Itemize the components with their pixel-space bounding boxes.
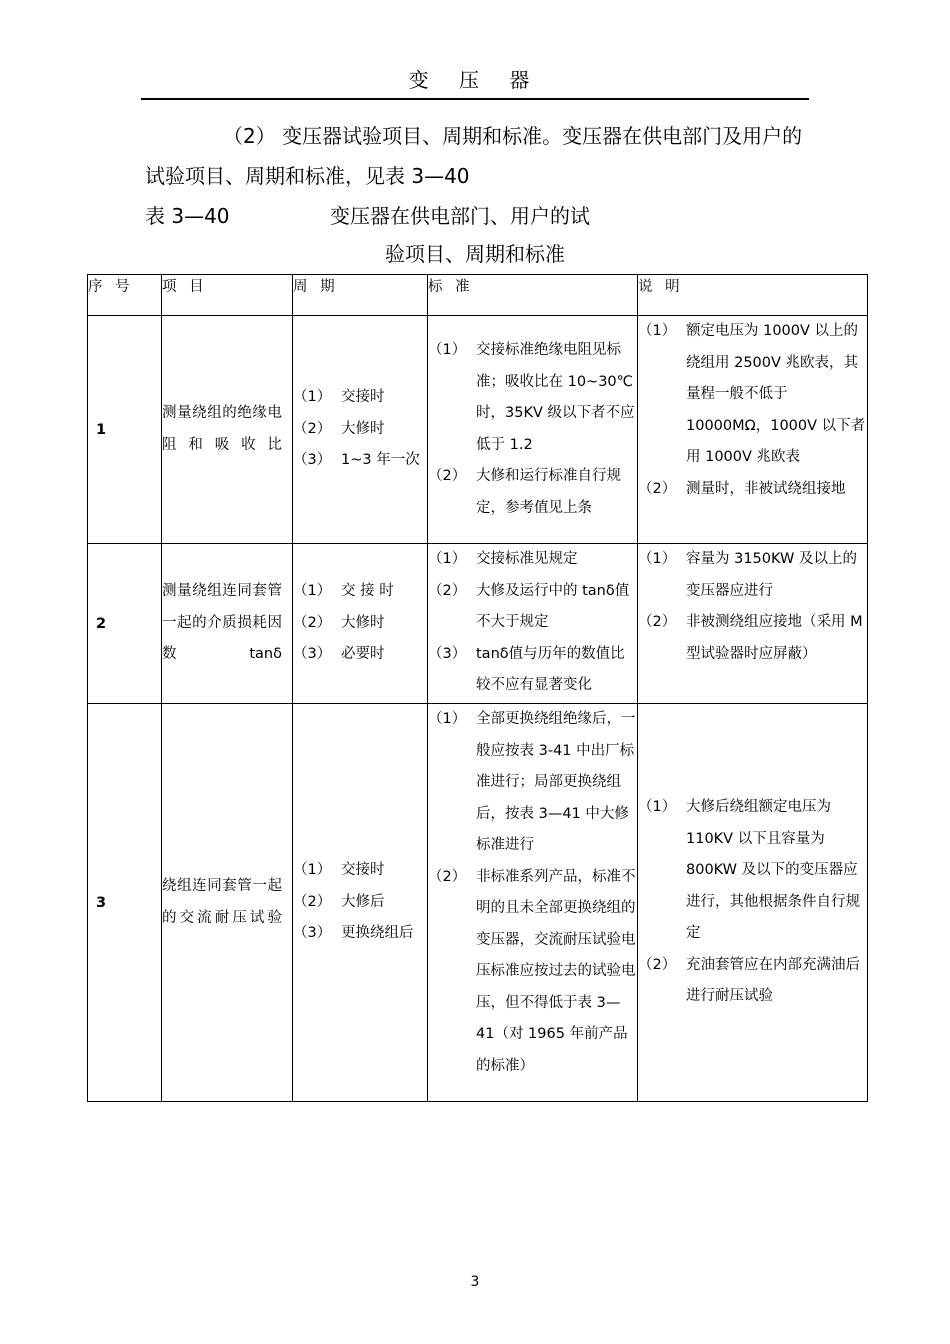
intro-paragraph: （2） 变压器试验项目、周期和标准。变压器在供电部门及用户的试验项目、周期和标准，见表 3—40 xyxy=(145,124,803,188)
standard-entry xyxy=(428,576,637,639)
standard-entry-text: 交接标准绝缘电阻见标准；吸收比在 10~30℃时，35KV 级以下者不应低于 1.2 xyxy=(476,342,635,453)
header-cell-note: 说 明 xyxy=(638,275,868,316)
period-entry xyxy=(293,576,427,608)
test-item-text: 测量绕组连同套管一起的介质损耗因数 tanδ xyxy=(162,583,282,663)
test-item xyxy=(162,544,293,704)
period-entry-text: 大修时 xyxy=(341,614,385,631)
header-divider xyxy=(141,98,809,100)
test-standards-table xyxy=(87,274,868,1102)
note-entry xyxy=(638,607,867,670)
table-header-row xyxy=(88,275,868,316)
period-entry xyxy=(293,608,427,640)
period-entry-label: （2） xyxy=(293,614,332,631)
standard-entry xyxy=(428,639,637,702)
period-entry-text: 必要时 xyxy=(341,646,385,663)
test-note xyxy=(638,544,868,704)
period-entry xyxy=(293,414,427,446)
test-standard xyxy=(428,544,638,704)
note-entry-label: （1） xyxy=(638,799,677,816)
test-standard xyxy=(428,316,638,544)
period-entry-label: （2） xyxy=(293,420,332,437)
table-caption xyxy=(145,196,590,236)
period-entry-label: （3） xyxy=(293,646,332,663)
test-item xyxy=(162,704,293,1102)
period-entry-label: （3） xyxy=(293,925,332,942)
note-entry-label: （1） xyxy=(638,551,677,567)
note-entry-label: （2） xyxy=(638,614,677,630)
page-header-title: 变 压 器 xyxy=(408,68,542,92)
standard-entry-label: （1） xyxy=(428,342,467,358)
period-entry-text: 更换绕组后 xyxy=(341,925,414,942)
note-entry-label: （2） xyxy=(638,956,677,973)
row-number: 3 xyxy=(88,704,162,1102)
test-standard xyxy=(428,704,638,1102)
standard-entry-label: （1） xyxy=(428,711,467,727)
period-entry xyxy=(293,887,427,919)
table-row xyxy=(88,704,868,1102)
period-entry-text: 交接时 xyxy=(341,862,385,879)
note-entry-label: （2） xyxy=(638,480,677,497)
standard-entry xyxy=(428,704,637,862)
header-cell-period: 周 期 xyxy=(293,275,428,316)
header-cell-number: 序 号 xyxy=(88,275,162,316)
period-entry-text: 大修后 xyxy=(341,893,385,910)
standard-entry-text: 交接标准见规定 xyxy=(476,551,578,567)
table-row xyxy=(88,544,868,704)
period-entry-label: （3） xyxy=(293,452,332,469)
table-caption-title-line1: 变压器在供电部门、用户的试 xyxy=(330,204,590,228)
standard-entry-text: 非标准系列产品，标准不明的且未全部更换绕组的变压器，交流耐压试验电压标准应按过去的试验电压，但不得低于表 3—41（对 1965 年前产品的标准） xyxy=(476,868,636,1074)
standard-entry xyxy=(428,461,637,524)
note-entry xyxy=(638,792,867,950)
note-entry xyxy=(638,316,867,474)
period-entry-label: （1） xyxy=(293,583,332,600)
standard-entry-label: （1） xyxy=(428,551,467,567)
note-entry-text: 额定电压为 1000V 以上的绕组用 2500V 兆欧表，其量程一般不低于 10000MΩ，1000V 以下者用 1000V 兆欧表 xyxy=(686,323,866,465)
note-entry-text: 非被测绕组应接地（采用 M 型试验器时应屏蔽） xyxy=(686,614,863,662)
period-entry xyxy=(293,445,427,477)
period-entry-label: （1） xyxy=(293,389,332,406)
standard-entry-label: （2） xyxy=(428,468,467,484)
period-entry-text: 交 接 时 xyxy=(341,583,394,600)
period-entry-text: 1~3 年一次 xyxy=(341,452,420,469)
note-entry-text: 大修后绕组额定电压为 110KV 以下且容量为 800KW 及以下的变压器应进行，其他根据条件自行规定 xyxy=(686,799,860,942)
period-entry xyxy=(293,382,427,414)
test-period xyxy=(293,704,428,1102)
standard-entry-label: （2） xyxy=(428,582,467,599)
test-item xyxy=(162,316,293,544)
table-caption-label: 表 3—40 xyxy=(145,204,230,228)
standard-entry-text: 全部更换绕组绝缘后，一般应按表 3-41 中出厂标准进行；局部更换绕组后，按表 3—41 中大修标准进行 xyxy=(476,711,636,853)
test-note xyxy=(638,316,868,544)
row-number: 1 xyxy=(88,316,162,544)
test-item-text: 测量绕组的绝缘电阻和吸收比 xyxy=(162,405,282,453)
test-note xyxy=(638,704,868,1102)
period-entry-label: （1） xyxy=(293,862,332,879)
note-entry-label: （1） xyxy=(638,323,677,339)
standard-entry-label: （2） xyxy=(428,868,467,885)
header-cell-standard: 标 准 xyxy=(428,275,638,316)
test-item-text: 绕组连同套管一起的交流耐压试验 xyxy=(162,878,282,926)
note-entry-text: 容量为 3150KW 及以上的变压器应进行 xyxy=(686,551,857,599)
test-period xyxy=(293,316,428,544)
period-entry xyxy=(293,855,427,887)
note-entry-text: 测量时，非被试绕组接地 xyxy=(686,480,846,497)
table-row xyxy=(88,316,868,544)
standard-entry-text: tanδ值与历年的数值比较不应有显著变化 xyxy=(476,645,625,693)
period-entry-text: 交接时 xyxy=(341,389,385,406)
row-number: 2 xyxy=(88,544,162,704)
period-entry xyxy=(293,918,427,950)
standard-entry-text: 大修和运行标准自行规定，参考值见上条 xyxy=(476,468,621,516)
note-entry xyxy=(638,474,867,506)
standard-entry xyxy=(428,862,637,1083)
period-entry xyxy=(293,639,427,671)
note-entry-text: 充油套管应在内部充满油后进行耐压试验 xyxy=(686,956,860,1005)
note-entry xyxy=(638,950,867,1013)
page-number: 3 xyxy=(470,1274,480,1290)
standard-entry-label: （3） xyxy=(428,645,467,662)
standard-entry xyxy=(428,335,637,461)
header-cell-item: 项 目 xyxy=(162,275,293,316)
period-entry-text: 大修时 xyxy=(341,420,385,437)
note-entry xyxy=(638,544,867,607)
standard-entry-text: 大修及运行中的 tanδ值不大于规定 xyxy=(476,582,630,630)
test-period xyxy=(293,544,428,704)
standard-entry xyxy=(428,544,637,576)
table-caption-title-line2: 验项目、周期和标准 xyxy=(385,242,565,266)
period-entry-label: （2） xyxy=(293,893,332,910)
